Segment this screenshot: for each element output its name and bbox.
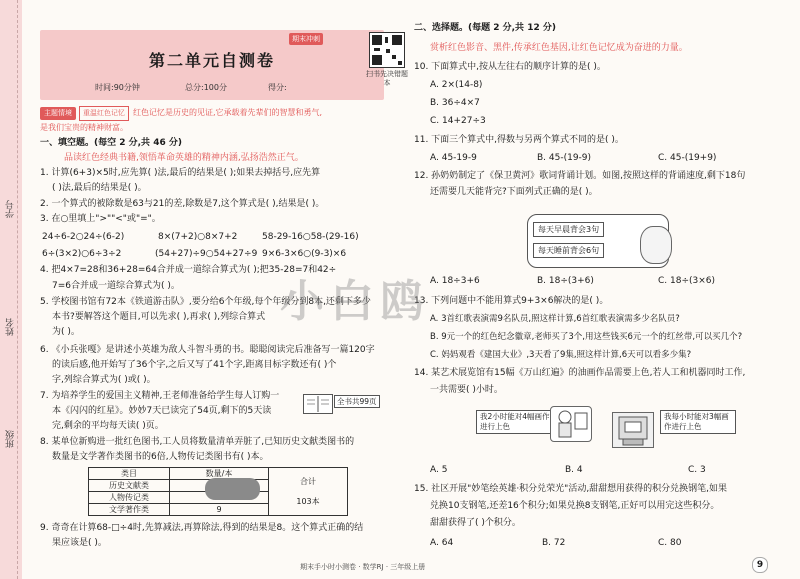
q12-option-b[interactable]: B. 18÷(3+6) (537, 276, 594, 286)
q9-line1: 9. 奇奇在计算68-□÷4时,先算减法,再算除法,得到的结果是8。这个算式正确的结 (40, 523, 364, 533)
score-field[interactable]: 得分: (268, 83, 287, 92)
q6-line2: 的读后感,他开始写了36个字,之后又写了41个字,距离目标字数还有( )个 (52, 360, 337, 370)
q5-line3: 为( )。 (52, 327, 80, 337)
q11-option-a[interactable]: A. 45-19-9 (430, 153, 477, 163)
speech-bubble-machine: 我每小时能对3幅画作进行上色 (660, 410, 736, 434)
page-number: 9 (752, 557, 768, 573)
header-tag: 期末冲刺 (289, 33, 323, 45)
q6-line3: 字,列综合算式为( )或( )。 (52, 375, 156, 385)
title-box (40, 30, 408, 100)
q10-option-a[interactable]: A. 2×(14-8) (430, 80, 483, 90)
table-header-category: 类目 (89, 468, 170, 480)
section1-subtitle: 品读红色经典书籍,领悟革命英雄的精神内涵,弘扬浩然正气。 (64, 153, 304, 163)
watermark: 小白鸥 (280, 276, 430, 327)
q10: 10. 下面算式中,按从左往右的顺序计算的是( )。 (414, 62, 606, 72)
q4-line1: 4. 把4×7=28和36+28=64合并成一道综合算式为( );把35-28=7和42÷ (40, 265, 337, 275)
q5-line1: 5. 学校图书馆有72本《铁道游击队》,要分给6个年级,每个年级分到8本,还剩下多少 (40, 297, 371, 307)
q7-line3: 完,剩余的平均每天读( )页。 (52, 421, 164, 431)
q8-line1: 8. 某单位新购进一批红色图书,工人员将数量清单弄脏了,已知历史文献类图书的 (40, 437, 355, 447)
footer-text: 期末手小时小测卷 · 数学RJ · 三年级上册 (300, 563, 426, 571)
q3-item-1b: 8×(7+2)○8×7+2 (158, 232, 238, 242)
q7-line1: 7. 为培养学生的爱国主义精神,王老师准备给学生每人订购一 (40, 391, 280, 401)
machine-icon (612, 412, 654, 448)
q13-option-a[interactable]: A. 3首红歌表演需9名队员,照这样计算,6首红歌表演需多少名队员? (430, 314, 680, 324)
q15-line1: 15. 社区开展"妙笔绘英雄·积分兑荣光"活动,甜甜想用获得的积分兑换钢笔,如果 (414, 484, 728, 494)
q13-option-c[interactable]: C. 妈妈观看《建国大业》,3天看了9集,照这样计算,6天可以看多少集? (430, 350, 692, 360)
q1-line1: 1. 计算(6+3)×5时,应先算( )法,最后的结果是( );如果去掉括号,应先算 (40, 168, 321, 178)
theme-pill: 主题情境 (40, 107, 76, 120)
q15-option-c[interactable]: C. 80 (658, 538, 682, 548)
q3-item-2b: (54+27)÷9○54+27÷9 (155, 249, 258, 259)
q12-option-a[interactable]: A. 18÷3+6 (430, 276, 480, 286)
student-id-label: 学号 (6, 200, 16, 218)
q14-line1: 14. 某艺术展览馆有15幅《万山红遍》的油画作品需要上色,若人工和机器同时工作, (414, 368, 746, 378)
q14-option-c[interactable]: C. 3 (688, 465, 706, 475)
q3-item-2c: 9×6-3×6○(9-3)×6 (262, 249, 347, 259)
smudge-stain (205, 478, 260, 500)
qr-code-icon (369, 32, 405, 68)
q7-line2: 本《闪闪的红星》。妙妙7天已读完了54页,剩下的5天读 (52, 406, 272, 416)
time-info: 时间:90分钟 (95, 83, 140, 92)
q3-item-1c: 58-29-16○58-(29-16) (262, 232, 359, 242)
table-row-literature: 文学著作类 (89, 504, 170, 516)
speech-bubble-person: 我2小时能对4幅画作进行上色 (476, 410, 554, 434)
q14-option-b[interactable]: B. 4 (565, 465, 583, 475)
painter-icon (550, 406, 592, 442)
q12-line1: 12. 孙奶奶制定了《保卫黄河》歌词背诵计划。如图,按照这样的背诵速度,剩下18句 (414, 171, 746, 181)
q6-line1: 6. 《小兵张嘎》是讲述小英雄为敌人斗智斗勇的书。聪聪阅读完后准备写一篇120字 (40, 345, 375, 355)
page-title: 第二单元自测卷 (148, 51, 275, 70)
table-header-count: 数量/本 (170, 468, 269, 480)
q8-line2: 数量是文学著作类图书的6倍,人物传记类图书有( )本。 (52, 452, 269, 462)
q10-option-b[interactable]: B. 36÷4×7 (430, 98, 480, 108)
q12-option-c[interactable]: C. 18÷(3×6) (658, 276, 716, 286)
q14-line2: 一共需要( )小时。 (430, 385, 503, 395)
q11-option-c[interactable]: C. 45-(19+9) (658, 153, 717, 163)
table-cell-literature: 9 (170, 504, 269, 516)
table-row-history: 历史文献类 (89, 480, 170, 492)
book-page-tag: 全书共99页 (334, 395, 380, 408)
q1-line2: ( )法,最后的结果是( )。 (52, 183, 147, 193)
cut-line (17, 0, 18, 579)
morning-plan-note: 每天早晨背会3句 (533, 222, 604, 237)
book-icon (303, 394, 333, 414)
q15-line2: 兑换10支钢笔,还差16个积分;如果兑换8支钢笔,正好可以用完这些积分。 (430, 501, 720, 511)
q11-option-b[interactable]: B. 45-(19-9) (537, 153, 592, 163)
q15-line3: 甜甜获得了( )个积分。 (430, 518, 521, 528)
q3-item-2a: 6÷(3×2)○6÷3÷2 (42, 249, 122, 259)
cat-icon (640, 226, 672, 264)
q10-option-c[interactable]: C. 14+27÷3 (430, 116, 486, 126)
q15-option-a[interactable]: A. 64 (430, 538, 454, 548)
table-total-cell (269, 468, 348, 516)
section1-heading: 一、填空题。(每空 2 分,共 46 分) (40, 138, 182, 148)
q11: 11. 下面三个算式中,得数与另两个算式不同的是( )。 (414, 135, 624, 145)
qr-caption: 扫书先决错题本 (366, 70, 408, 87)
q12-line2: 还需要几天能背完?下面列式正确的是( )。 (430, 187, 598, 197)
q15-option-b[interactable]: B. 72 (542, 538, 566, 548)
class-label: 班级 (6, 430, 16, 448)
section2-subtitle: 赏析红色影音、黑件,传承红色基因,让红色记忆成为奋进的力量。 (430, 43, 688, 53)
binding-margin (0, 0, 22, 579)
evening-plan-note: 每天睡前背会6句 (533, 243, 604, 258)
theme-text-1: 红色记忆是历史的见证,它承载着先辈们的智慧和勇气, (133, 108, 323, 117)
q3: 3. 在○里填上">""<"或"="。 (40, 214, 161, 224)
section2-heading: 二、选择题。(每题 2 分,共 12 分) (414, 23, 556, 33)
q14-option-a[interactable]: A. 5 (430, 465, 448, 475)
q13: 13. 下列问题中不能用算式9+3×6解决的是( )。 (414, 296, 609, 306)
q2: 2. 一个算式的被除数是63与21的差,除数是7,这个算式是( ),结果是( )。 (40, 199, 325, 209)
theme-subpill: 重温红色记忆 (79, 106, 129, 121)
theme-text-2: 是我们宝贵的精神财富。 (40, 123, 128, 132)
q3-item-1a: 24÷6-2○24÷(6-2) (42, 232, 125, 242)
theme-intro (40, 106, 384, 134)
table-total-label: 合计 (300, 477, 316, 486)
table-total-value: 103本 (296, 497, 320, 506)
total-score-info: 总分:100分 (185, 83, 227, 92)
table-row-biography: 人物传记类 (89, 492, 170, 504)
q9-line2: 果应该是( )。 (52, 538, 107, 548)
name-label: 姓名 (6, 318, 16, 336)
q4-line2: 7=6合并成一道综合算式为( )。 (52, 281, 180, 291)
q13-option-b[interactable]: B. 9元一个的红色纪念徽章,老师买了3个,用这些钱买6元一个的红丝带,可以买几个? (430, 332, 743, 342)
q5-line2: 本书?要解答这个题目,可以先求( ),再求( ),列综合算式 (52, 312, 266, 322)
